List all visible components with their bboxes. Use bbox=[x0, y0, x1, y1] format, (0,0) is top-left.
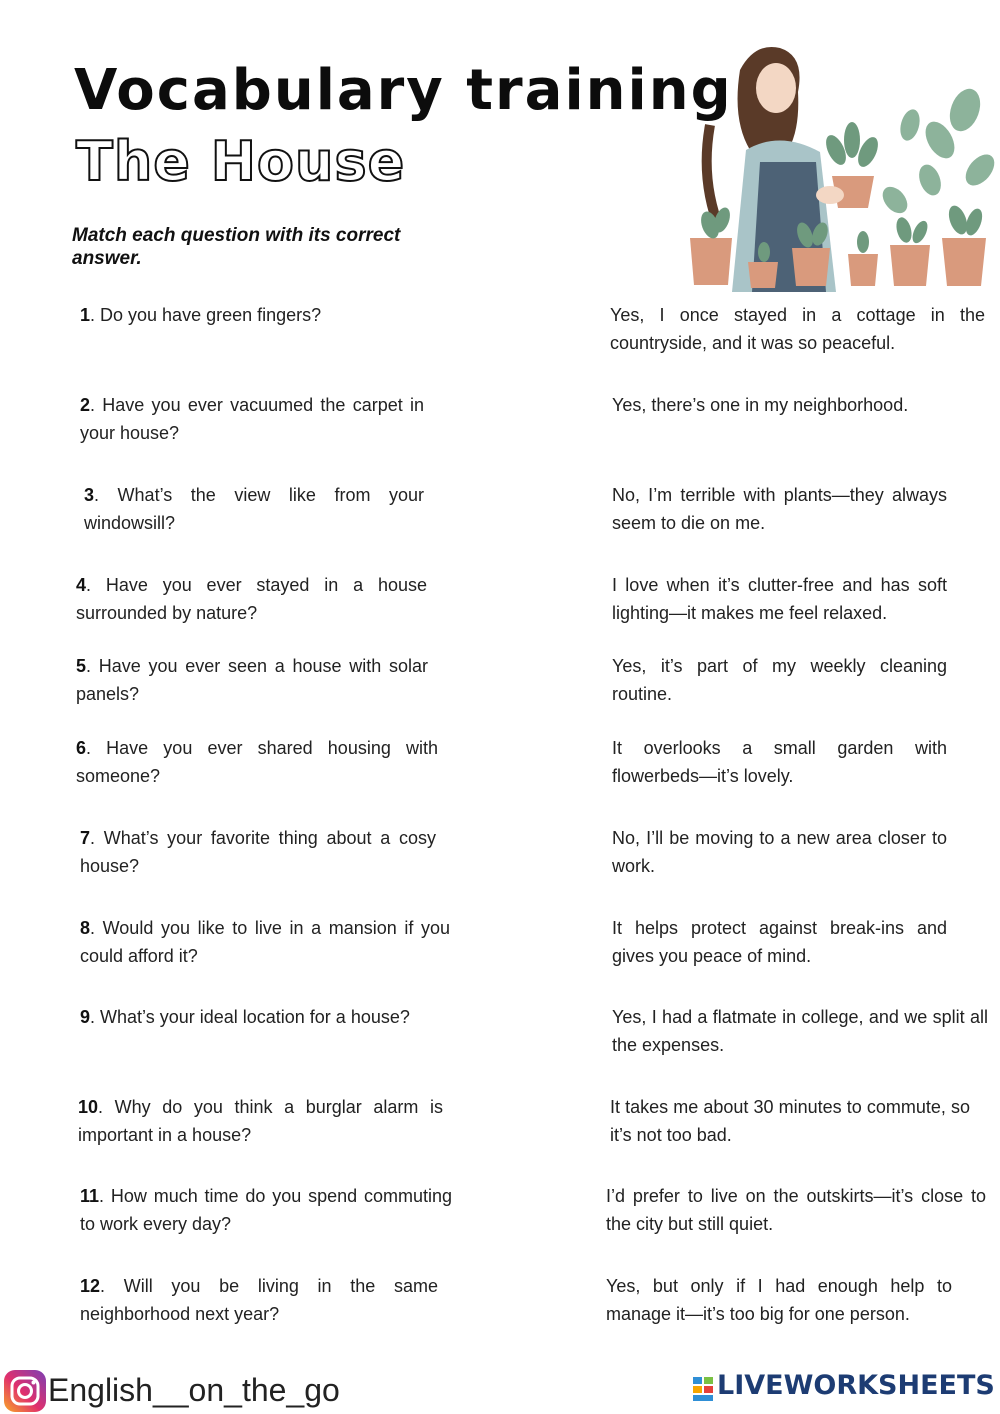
question-text: . What’s your favorite thing about a cosy house? bbox=[80, 828, 436, 876]
answer-7: No, I’ll be moving to a new area closer to work. bbox=[612, 828, 947, 876]
answer-11: I’d prefer to live on the outskirts—it’s close to the city but still quiet. bbox=[606, 1186, 986, 1234]
question-8 bbox=[80, 914, 450, 970]
question-number: 2 bbox=[80, 395, 91, 415]
question-text: . Have you ever vacuumed the carpet in your house? bbox=[80, 395, 424, 443]
answer-2: Yes, there’s one in my neighborhood. bbox=[612, 395, 909, 415]
question-number: 12 bbox=[80, 1276, 101, 1296]
question-text: . Have you ever shared housing with someone? bbox=[76, 738, 438, 786]
answer-12: Yes, but only if I had enough help to manage it—it’s too big for one person. bbox=[606, 1276, 952, 1324]
question-number: 1 bbox=[80, 305, 91, 325]
question-number: 3 bbox=[84, 485, 95, 505]
question-text: . What’s the view like from your windowsill? bbox=[84, 485, 424, 533]
question-number: 4 bbox=[76, 575, 87, 595]
question-text: . Will you be living in the same neighborhood next year? bbox=[80, 1276, 438, 1324]
answer-8: It helps protect against break-ins and gives you peace of mind. bbox=[612, 918, 947, 966]
leaves-right bbox=[878, 85, 1000, 218]
question-9 bbox=[80, 1003, 452, 1031]
worksheet-title: Vocabulary training bbox=[74, 58, 733, 123]
question-6 bbox=[76, 734, 438, 790]
footer-handle[interactable]: English__on_the_go bbox=[48, 1372, 340, 1408]
question-2 bbox=[80, 391, 424, 447]
question-number: 11 bbox=[80, 1186, 100, 1206]
question-text: . Why do you think a burglar alarm is important in a house? bbox=[78, 1097, 443, 1145]
question-number: 10 bbox=[78, 1097, 99, 1117]
question-10 bbox=[78, 1093, 443, 1149]
worksheet-subtitle: The House bbox=[76, 130, 406, 193]
liveworksheets-brand[interactable]: LIVEWORKSHEETS bbox=[717, 1370, 995, 1401]
question-text: . Have you ever seen a house with solar panels? bbox=[76, 656, 428, 704]
question-1 bbox=[80, 301, 452, 329]
gardener-illustration bbox=[680, 30, 1000, 292]
answer-9: Yes, I had a flatmate in college, and we split all the expenses. bbox=[612, 1007, 988, 1055]
question-3 bbox=[84, 481, 424, 537]
answer-10: It takes me about 30 minutes to commute, so it’s not too bad. bbox=[610, 1097, 970, 1145]
question-number: 7 bbox=[80, 828, 91, 848]
question-text: . Have you ever stayed in a house surrounded by nature? bbox=[76, 575, 427, 623]
question-5 bbox=[76, 652, 428, 708]
answer-6: It overlooks a small garden with flowerbeds—it’s lovely. bbox=[612, 738, 947, 786]
instructions: Match each question with its correct answer. bbox=[72, 225, 401, 269]
question-text: . Would you like to live in a mansion if you could afford it? bbox=[80, 918, 450, 966]
question-12 bbox=[80, 1272, 438, 1328]
answer-1: Yes, I once stayed in a cottage in the countryside, and it was so peaceful. bbox=[610, 305, 985, 353]
question-number: 9 bbox=[80, 1007, 91, 1027]
question-text: . Do you have green fingers? bbox=[90, 305, 322, 325]
question-number: 6 bbox=[76, 738, 87, 758]
question-4 bbox=[76, 571, 427, 627]
answer-3: No, I’m terrible with plants—they always seem to die on me. bbox=[612, 485, 947, 533]
question-text: . What’s your ideal location for a house? bbox=[90, 1007, 410, 1027]
plant-in-hands bbox=[822, 122, 882, 170]
instagram-icon[interactable] bbox=[2, 1368, 48, 1414]
question-number: 8 bbox=[80, 918, 91, 938]
answer-5: Yes, it’s part of my weekly cleaning routine. bbox=[612, 656, 947, 704]
question-7 bbox=[80, 824, 436, 880]
answer-4: I love when it’s clutter-free and has soft lighting—it makes me feel relaxed. bbox=[612, 575, 947, 623]
liveworksheets-logo-icon bbox=[692, 1376, 714, 1402]
question-text: . How much time do you spend commuting to work every day? bbox=[80, 1186, 452, 1234]
question-11 bbox=[80, 1182, 452, 1238]
question-number: 5 bbox=[76, 656, 87, 676]
